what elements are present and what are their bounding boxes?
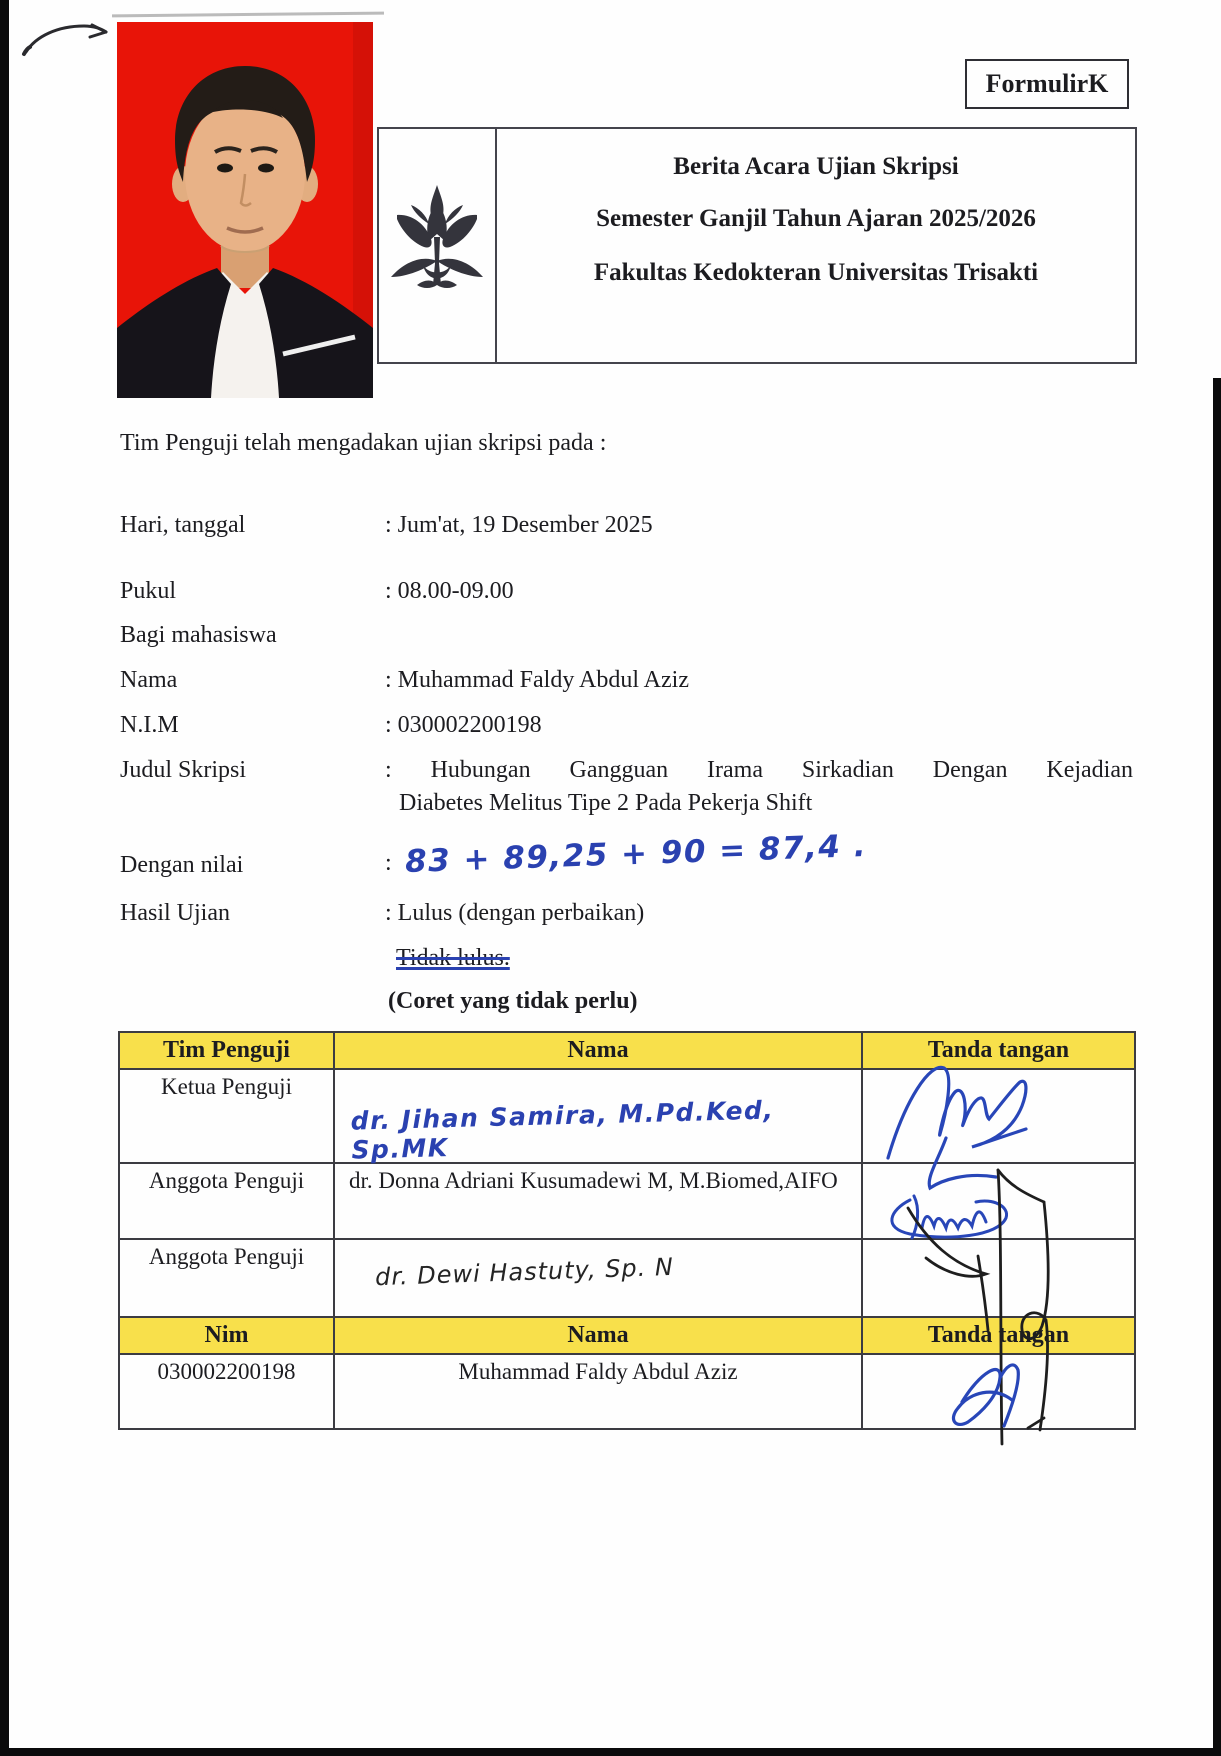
examiner-row-anggota-2 xyxy=(119,1239,1135,1317)
examiner-role: Ketua Penguji xyxy=(119,1069,334,1163)
scan-border-right xyxy=(1213,378,1221,1756)
field-value-judul-line2: Diabetes Melitus Tipe 2 Pada Pekerja Shift xyxy=(399,790,813,816)
examiners-table xyxy=(118,1031,1136,1318)
student-photo xyxy=(117,22,373,398)
field-label-judul-skripsi: Judul Skripsi xyxy=(120,757,247,783)
student-signature-cell xyxy=(862,1354,1135,1429)
field-colon-nilai: : xyxy=(385,850,392,876)
examiner-row-anggota-1 xyxy=(119,1163,1135,1239)
header-title-line1: Berita Acara Ujian Skripsi xyxy=(673,153,959,180)
scan-border-left xyxy=(0,0,9,1756)
examiners-header-tanda-tangan: Tanda tangan xyxy=(862,1032,1135,1069)
student-header-row xyxy=(119,1317,1135,1354)
student-header-tanda-tangan: Tanda tangan xyxy=(862,1317,1135,1354)
examiner-name-handwritten: dr. Dewi Hastuty, Sp. N xyxy=(334,1239,862,1317)
field-label-dengan-nilai: Dengan nilai xyxy=(120,852,244,878)
student-table xyxy=(118,1316,1136,1430)
field-label-bagi-mahasiswa: Bagi mahasiswa xyxy=(120,622,277,648)
field-value-nama: : Muhammad Faldy Abdul Aziz xyxy=(385,667,689,693)
handwritten-grade-value: 83 + 89,25 + 90 = 87,4 . xyxy=(404,827,868,881)
field-label-nama: Nama xyxy=(120,667,178,693)
examiner-role: Anggota Penguji xyxy=(119,1239,334,1317)
examiner-name-handwritten: dr. Jihan Samira, M.Pd.Ked, Sp.MK xyxy=(334,1069,862,1163)
examiners-header-tim-penguji: Tim Penguji xyxy=(119,1032,334,1069)
student-row xyxy=(119,1354,1135,1429)
form-code-label: FormulirK xyxy=(985,69,1109,98)
crossed-out-option: Tidak lulus. xyxy=(396,945,510,971)
field-value-hari: : Jum'at, 19 Desember 2025 xyxy=(385,512,653,538)
field-label-nim: N.I.M xyxy=(120,712,179,738)
examiner-name-typed: dr. Donna Adriani Kusumadewi M, M.Biomed,AIFO xyxy=(334,1163,862,1239)
field-value-judul-line1: : Hubungan Gangguan Irama Sirkadian Dengan Kejadian xyxy=(385,757,1133,783)
examiner-signature-cell xyxy=(862,1163,1135,1239)
student-header-nama: Nama xyxy=(334,1317,862,1354)
field-label-hasil-ujian: Hasil Ujian xyxy=(120,900,230,926)
examiner-signature-cell xyxy=(862,1069,1135,1163)
intro-sentence: Tim Penguji telah mengadakan ujian skripsi pada : xyxy=(120,430,607,456)
form-code-box xyxy=(965,59,1129,109)
student-nim: 030002200198 xyxy=(119,1354,334,1429)
header-title-line2: Semester Ganjil Tahun Ajaran 2025/2026 xyxy=(596,205,1036,232)
student-name: Muhammad Faldy Abdul Aziz xyxy=(334,1354,862,1429)
examiners-header-nama: Nama xyxy=(334,1032,862,1069)
logo-cell xyxy=(379,129,497,362)
trisakti-university-logo xyxy=(387,181,487,301)
field-value-nim: : 030002200198 xyxy=(385,712,542,738)
field-label-pukul: Pukul xyxy=(120,578,177,604)
header-title-line3: Fakultas Kedokteran Universitas Trisakti xyxy=(593,259,1039,286)
scan-border-bottom xyxy=(0,1748,1221,1756)
field-value-pukul: : 08.00-09.00 xyxy=(385,578,514,604)
field-label-hari: Hari, tanggal xyxy=(120,512,246,538)
document-header-box xyxy=(377,127,1137,364)
examiner-signature-cell xyxy=(862,1239,1135,1317)
student-header-nim: Nim xyxy=(119,1317,334,1354)
field-value-hasil-ujian: : Lulus (dengan perbaikan) xyxy=(385,900,645,926)
strike-instruction-note: (Coret yang tidak perlu) xyxy=(388,988,638,1014)
examiners-header-row xyxy=(119,1032,1135,1069)
examiner-role: Anggota Penguji xyxy=(119,1163,334,1239)
examiner-row-ketua xyxy=(119,1069,1135,1163)
photo-scan-shadow xyxy=(112,12,384,18)
pen-scribble-mark xyxy=(20,16,120,60)
